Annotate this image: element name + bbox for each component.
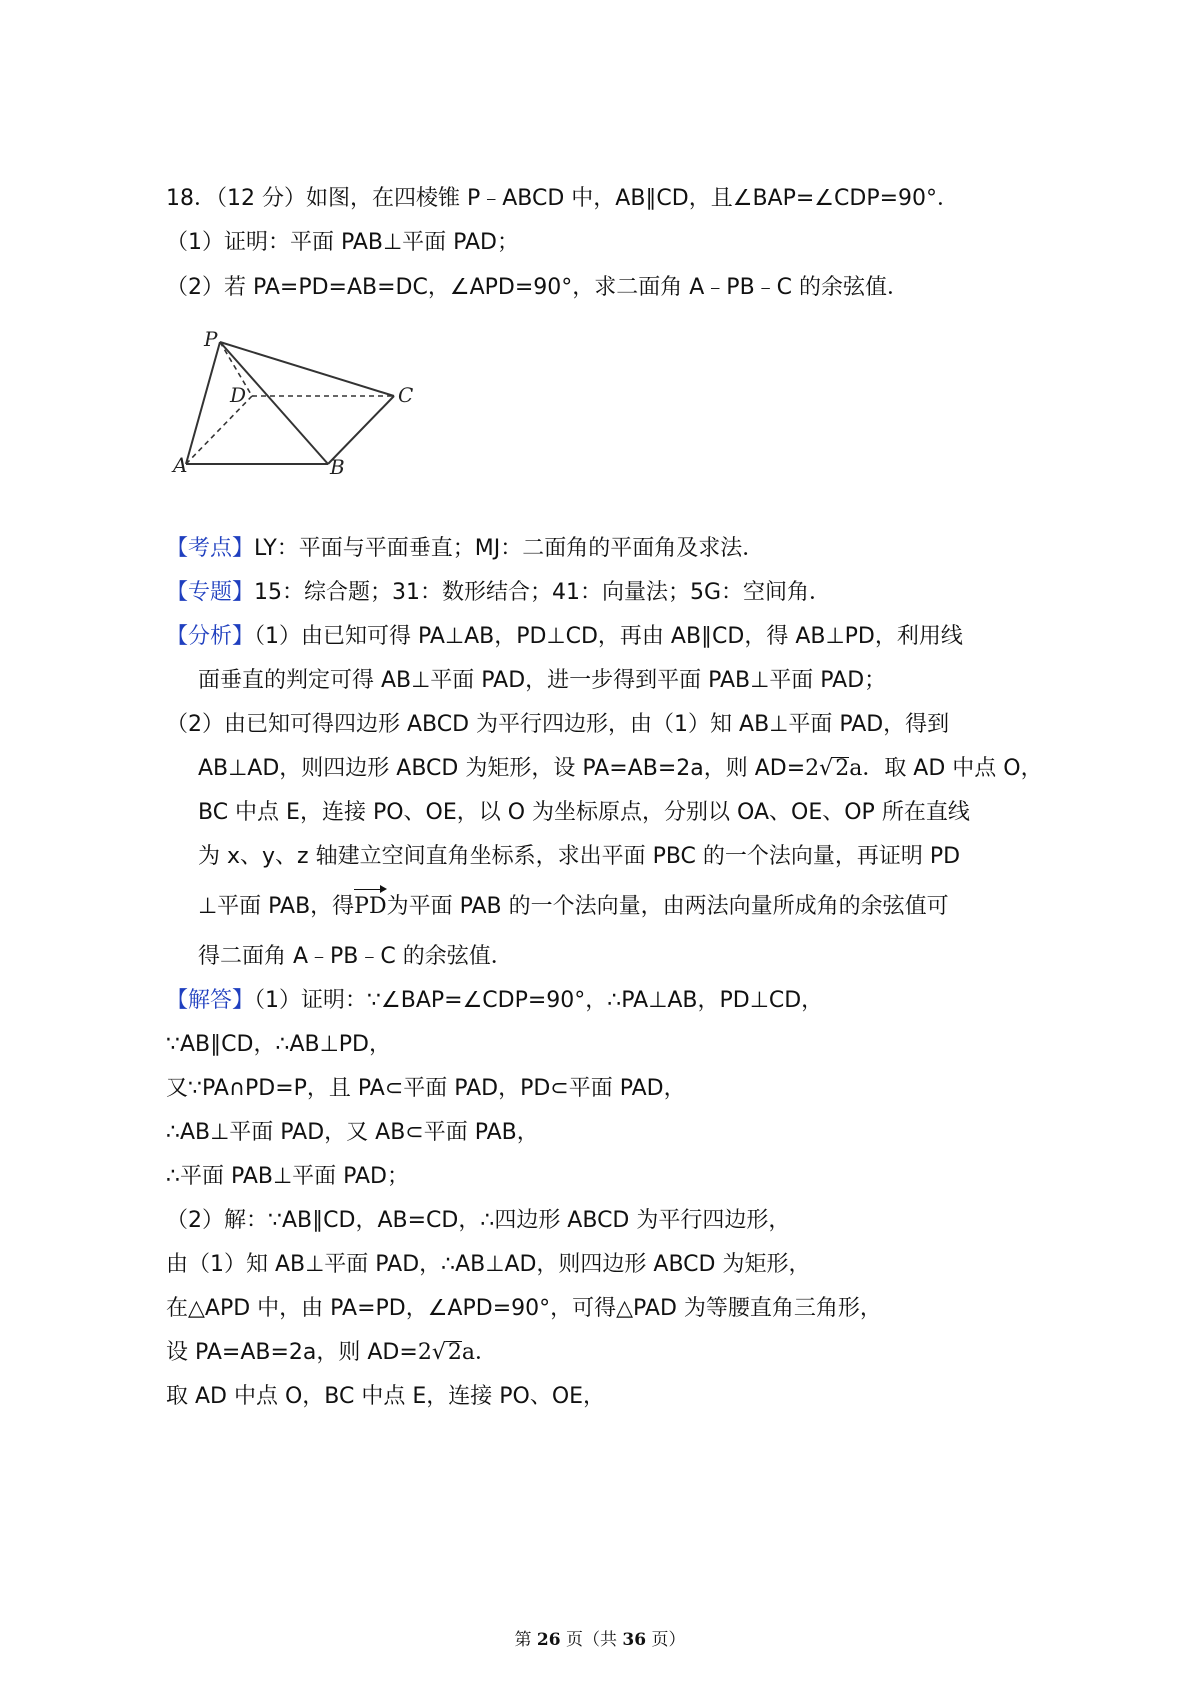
zhuanti-tag: 【专题】 <box>166 580 255 605</box>
footer-mid: 页（共 <box>566 1630 617 1650</box>
math-coef-2: 2 <box>417 1340 432 1365</box>
jieda-tag: 【解答】 <box>166 988 255 1013</box>
edge-PC <box>220 342 394 396</box>
footer-page-number: 26 <box>536 1630 561 1650</box>
jieda-text-1: （1）证明：∵∠BAP=∠CDP=90°，∴PA⊥AB，PD⊥CD， <box>254 988 824 1013</box>
jieda-line-6: （2）解：∵AB∥CD，AB=CD，∴四边形 ABCD 为平行四边形， <box>166 1208 791 1233</box>
jieda-line-2: ∵AB∥CD，∴AB⊥PD， <box>166 1032 391 1057</box>
kaodian-line <box>166 534 764 564</box>
kaodian-tag: 【考点】 <box>166 536 255 561</box>
jieda-line-10: 取 AD 中点 O，BC 中点 E，连接 PO、OE， <box>166 1384 606 1409</box>
question-part2: （2）若 PA=PD=AB=DC，∠APD=90°，求二面角 A﹣PB﹣C 的余弦值． <box>166 275 910 300</box>
fenxi-tag: 【分析】 <box>166 624 255 649</box>
fenxi-text-7b: 为平面 PAB 的一个法向量，由两法向量所成角的余弦值可 <box>386 894 949 919</box>
math-radicand: 2 <box>835 756 850 781</box>
fenxi-text-1: （1）由已知可得 PA⊥AB，PD⊥CD，再由 AB∥CD，得 AB⊥PD，利用线 <box>254 624 963 649</box>
label-B: B <box>330 455 345 479</box>
page-footer <box>0 1628 1200 1652</box>
jieda-line-1 <box>166 986 823 1016</box>
label-A: A <box>173 453 188 477</box>
jieda-line-7: 由（1）知 AB⊥平面 PAD，∴AB⊥AD，则四边形 ABCD 为矩形， <box>166 1252 811 1277</box>
math-2sqrt2a: 2√2a <box>805 756 863 781</box>
label-D: D <box>230 383 247 407</box>
fenxi-text-4a: AB⊥AD，则四边形 ABCD 为矩形，设 PA=AB=2a，则 AD= <box>198 756 806 781</box>
math-var: a <box>849 756 863 781</box>
kaodian-text: LY：平面与平面垂直；MJ：二面角的平面角及求法． <box>254 536 765 561</box>
math-2sqrt2a-2: 2√2a <box>417 1340 475 1365</box>
fenxi-text-4b: ．取 AD 中点 O， <box>862 756 1043 781</box>
footer-total-pages: 36 <box>622 1630 647 1650</box>
fenxi-line-8: 得二面角 A﹣PB﹣C 的余弦值． <box>198 944 513 969</box>
fenxi-line-7 <box>198 892 949 922</box>
footer-prefix: 第 <box>514 1630 532 1650</box>
fenxi-line-1 <box>166 622 963 652</box>
jieda-text-9b: ． <box>474 1340 497 1365</box>
math-coef: 2 <box>805 756 820 781</box>
vector-PD: PD <box>354 892 386 922</box>
fenxi-text-7a: ⊥平面 PAB，得 <box>198 894 355 919</box>
edge-PA <box>186 342 220 464</box>
fenxi-line-4 <box>198 754 1043 784</box>
pyramid-figure <box>173 327 470 516</box>
jieda-text-9a: 设 PA=AB=2a，则 AD= <box>166 1340 418 1365</box>
zhuanti-text: 15：综合题；31：数形结合；41：向量法；5G：空间角． <box>254 580 832 605</box>
edge-BC <box>328 396 394 464</box>
footer-suffix: 页） <box>651 1630 686 1650</box>
math-radicand-2: 2 <box>447 1340 462 1365</box>
fenxi-line-2: 面垂直的判定可得 AB⊥平面 PAD，进一步得到平面 PAB⊥平面 PAD； <box>198 668 887 693</box>
zhuanti-line <box>166 578 831 608</box>
fenxi-line-5: BC 中点 E，连接 PO、OE，以 O 为坐标原点，分别以 OA、OE、OP 所在直线 <box>198 800 970 825</box>
question-stem: 18．（12 分）如图，在四棱锥 P﹣ABCD 中，AB∥CD，且∠BAP=∠CDP=90°． <box>166 186 960 211</box>
question-part1: （1）证明：平面 PAB⊥平面 PAD； <box>166 230 519 255</box>
jieda-line-3: 又∵PA∩PD=P，且 PA⊂平面 PAD，PD⊂平面 PAD， <box>166 1076 686 1101</box>
label-C: C <box>398 383 414 407</box>
jieda-line-4: ∴AB⊥平面 PAD，又 AB⊂平面 PAB， <box>166 1120 539 1145</box>
jieda-line-8: 在△APD 中，由 PA=PD，∠APD=90°，可得△PAD 为等腰直角三角形， <box>166 1296 882 1321</box>
fenxi-line-3: （2）由已知可得四边形 ABCD 为平行四边形，由（1）知 AB⊥平面 PAD，得到 <box>166 712 950 737</box>
math-var-2: a <box>461 1340 475 1365</box>
fenxi-line-6: 为 x、y、z 轴建立空间直角坐标系，求出平面 PBC 的一个法向量，再证明 PD <box>198 844 961 869</box>
jieda-line-5: ∴平面 PAB⊥平面 PAD； <box>166 1164 409 1189</box>
label-P: P <box>204 327 218 351</box>
jieda-line-9 <box>166 1338 497 1368</box>
